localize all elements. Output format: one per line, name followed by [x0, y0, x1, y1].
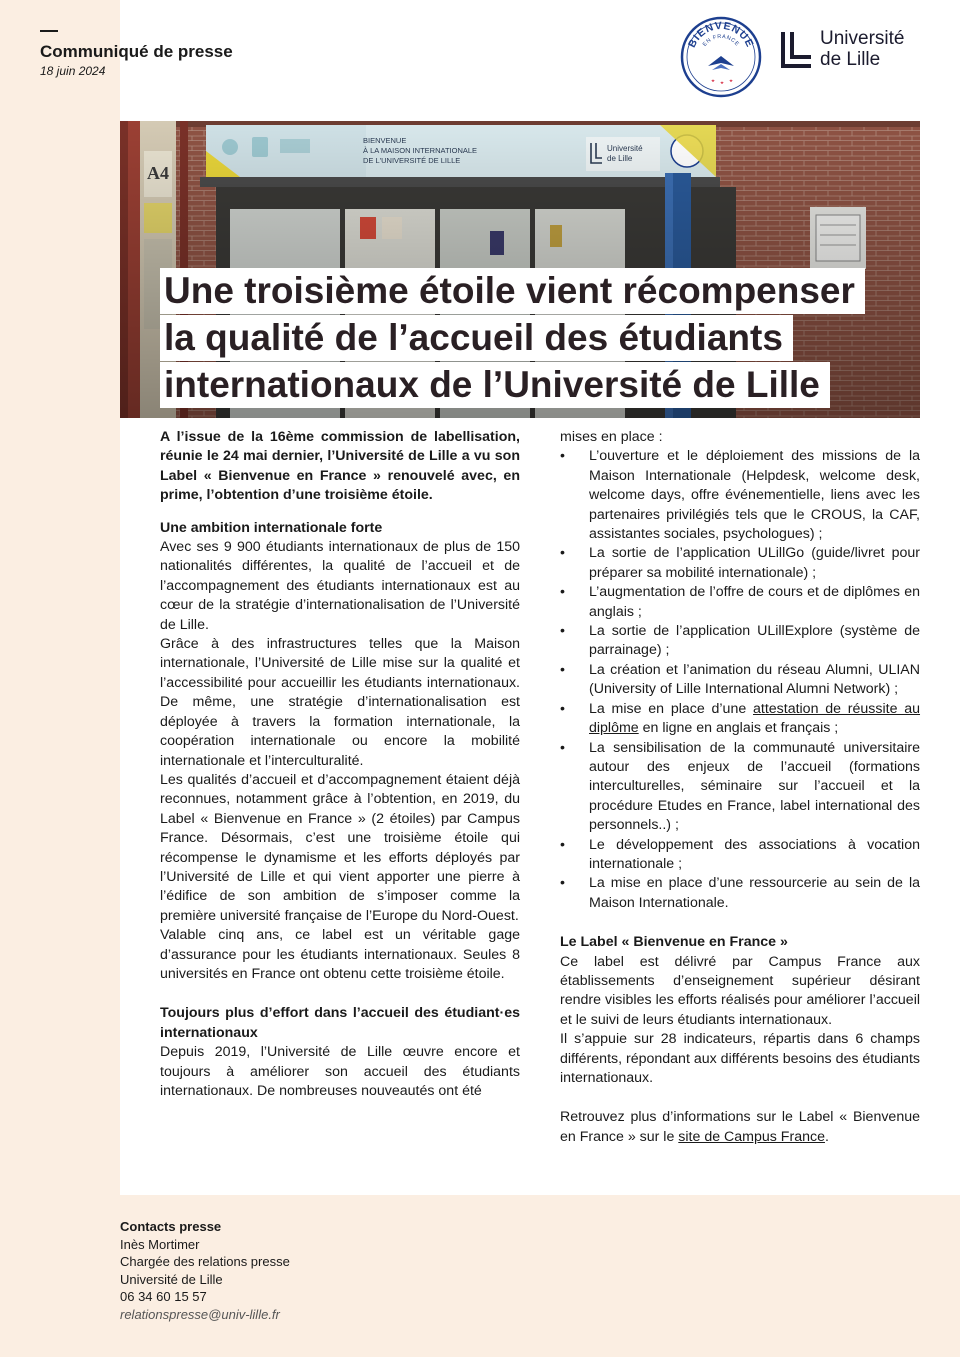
spacer	[560, 1088, 920, 1108]
side-color-band	[0, 0, 120, 1357]
bullet6-post: en ligne en anglais et français ;	[638, 720, 839, 737]
list-item: • L’augmentation de l’offre de cours et de diplômes en anglais ;	[560, 583, 920, 622]
list-item: • La sensibilisation de la communauté universitaire autour des enjeux de l’accueil (formations interculturelles, séminaire sur l’accueil et la procédure Etudes en France, label international des personnels..) ;	[560, 739, 920, 836]
press-contacts	[120, 1218, 290, 1324]
headline	[160, 268, 920, 409]
campus-france-link[interactable]: site de Campus France	[678, 1128, 825, 1145]
contact-role: Chargée des relations presse	[120, 1254, 290, 1270]
contact-name: Inès Mortimer	[120, 1236, 200, 1252]
bullet6-pre: La mise en place d’une	[589, 700, 753, 717]
seal-subtitle: EN FRANCE	[701, 33, 741, 48]
headline-line1: Une troisième étoile vient récompenser	[160, 268, 865, 314]
contacts-title: Contacts presse	[120, 1219, 222, 1234]
lead-paragraph: A l’issue de la 16ème commission de labellisation, réunie le 24 mai dernier, l’Université de Lille a vu son Label « Bienvenue en France » renouvelé avec, en prime, l’obtention d’une troisième étoile.	[160, 429, 520, 504]
more-pre: Retrouvez plus d’informations sur le Label « Bienvenue en France » sur le	[560, 1109, 920, 1145]
paragraph-students: Avec ses 9 900 étudiants internationaux de plus de 150 nationalités différentes, la qualité de l’accueil et de l’accompagnement des étudiants internationaux est au cœur de la stratégie d’internationalisation de l’Université de Lille.	[160, 539, 520, 633]
headline-line3: internationaux de l’Université de Lille	[160, 362, 830, 408]
list-item: • La mise en place d’une ressourcerie au sein de la Maison Internationale.	[560, 874, 920, 913]
list-item: • L’ouverture et le déploiement des missions de la Maison Internationale (Helpdesk, welcome desk, welcome days, offre événementielle, liens avec les partenaires privilégiés tels que le CROUS, la CAF, assistantes sociales, psychologues) ;	[560, 447, 920, 544]
document-date: 18 juin 2024	[40, 64, 106, 78]
ul-name-line1: Université	[820, 28, 905, 49]
contact-email-link[interactable]: relationspresse@univ-lille.fr	[120, 1306, 280, 1322]
paragraph-infrastructures: Grâce à des infrastructures telles que la Maison internationale, l’Université de Lille mise sur la qualité et l’accessibilité pour accueillir les étudiants internationaux. De même, une stratégie d’internationalisation est déployée à travers la formation internationale, la coopération internationale ou encore la mobilité internationale et l’interculturalité.	[160, 636, 520, 769]
list-item: • La sortie de l’application ULillGo (guide/livret pour préparer sa mobilité internationale) ;	[560, 544, 920, 583]
paragraph-indicators: Il s’appuie sur 28 indicateurs, répartis dans 6 champs différents, répondant aux différents besoins des étudiants internationaux.	[560, 1031, 920, 1086]
press-header	[40, 30, 233, 78]
spacer	[560, 913, 920, 933]
contact-org: Université de Lille	[120, 1271, 223, 1287]
left-column	[160, 428, 520, 1101]
section-title-effort: Toujours plus d’effort dans l’accueil des étudiant·es internationaux	[160, 1005, 520, 1041]
continuation-text: mises en place :	[560, 429, 663, 445]
paragraph-qualities: Les qualités d’accueil et d’accompagnement étaient déjà reconnues, notamment grâce à l’obtention, en 2019, du Label « Bienvenue en France » (2 étoiles) par Campus France. Désormais, c’est une troisième étoile qui récompense le dynamisme et les efforts déployés par l’Université de Lille et qui vient apporter une pierre à l’édifice de son ambition de s’imposer comme la première université française de l’Europe du Nord-Ouest.	[160, 771, 520, 924]
document-kind: Communiqué de presse	[40, 42, 233, 61]
list-item: • La création et l’animation du réseau Alumni, ULIAN (University of Lille International Alumni Network) ;	[560, 661, 920, 700]
bienvenue-en-france-seal	[680, 16, 762, 98]
header-dash	[40, 30, 58, 32]
more-post: .	[824, 1128, 829, 1145]
seal-title: BIENVENUE	[686, 19, 756, 50]
paragraph-more-info	[560, 1108, 920, 1147]
paragraph-label: Ce label est délivré par Campus France aux établissements d’enseignement supérieur désirant rendre visibles les efforts réalisés pour améliorer l’accueil et le suivi de leurs étudiants internationaux.	[560, 953, 920, 1028]
section-title-ambition: Une ambition internationale forte	[160, 519, 383, 536]
ul-mark-icon	[780, 30, 814, 68]
paragraph-validity: Valable cinq ans, ce label est un véritable gage d’assurance pour les étudiants internationaux. Seules 8 universités en France ont obtenu cette troisième étoile.	[160, 927, 520, 982]
list-item: • La sortie de l’application ULillExplore (système de parrainage) ;	[560, 622, 920, 661]
universite-de-lille-logo	[780, 28, 925, 72]
paragraph-since-2019: Depuis 2019, l’Université de Lille œuvre encore et toujours à améliorer son accueil des étudiants internationaux. De nombreuses nouveautés ont été	[160, 1044, 520, 1099]
contact-phone: 06 34 60 15 57	[120, 1289, 207, 1305]
right-column	[560, 428, 920, 1147]
novelties-list	[560, 447, 920, 913]
spacer	[160, 984, 520, 1004]
headline-line2: la qualité de l’accueil des étudiants	[160, 315, 793, 361]
list-item: • Le développement des associations à vocation internationale ;	[560, 836, 920, 875]
attestation-link[interactable]: attestation de réussite au diplôme	[589, 700, 921, 737]
section-title-label: Le Label « Bienvenue en France »	[560, 934, 788, 951]
list-item	[560, 700, 920, 739]
ul-name-line2: de Lille	[820, 49, 881, 70]
